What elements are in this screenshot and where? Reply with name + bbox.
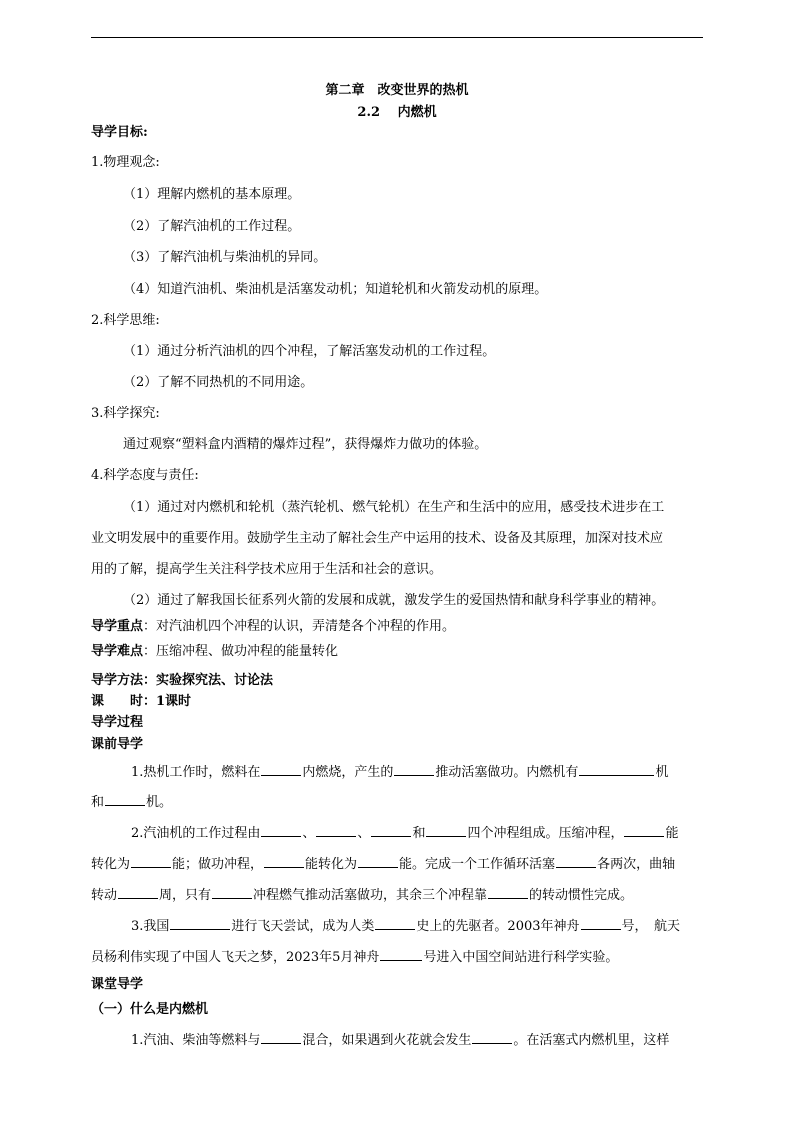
text: 能；做功冲程， xyxy=(172,857,264,872)
pre-q1-line-2 xyxy=(91,793,172,812)
text: 、 xyxy=(302,826,316,841)
text: 、 xyxy=(357,826,371,841)
fill-blank[interactable] xyxy=(556,855,596,868)
difficulty-text: ：压缩冲程、做功冲程的能量转化 xyxy=(143,644,339,659)
fill-blank[interactable] xyxy=(358,855,398,868)
text: 能 xyxy=(665,826,679,841)
fill-blank[interactable] xyxy=(261,763,301,776)
fill-blank[interactable] xyxy=(375,917,415,930)
pre-q2-line-2 xyxy=(91,855,675,874)
text: 各两次，曲轴 xyxy=(597,857,676,872)
goal-3-title: 3.科学探究: xyxy=(91,406,160,421)
text: 3.我国 xyxy=(131,919,170,934)
fill-blank[interactable] xyxy=(131,855,171,868)
key-points-label: 导学重点 xyxy=(91,619,144,634)
text: 进行飞天尝试，成为人类 xyxy=(231,919,375,934)
fill-blank[interactable] xyxy=(426,824,466,837)
text: 机 xyxy=(655,765,669,780)
text: 号， 航天 xyxy=(621,919,681,934)
pre-q2-line-1 xyxy=(131,824,678,843)
fill-blank[interactable] xyxy=(261,824,301,837)
pre-q1-line-1 xyxy=(131,763,668,782)
goal-4-para-2: （2）通过了解我国长征系列火箭的发展和成就，激发学生的爱国热情和献身科学事业的精神。 xyxy=(123,593,665,608)
text: 转化为 xyxy=(91,857,131,872)
process-heading: 导学过程 xyxy=(91,715,144,730)
fill-blank[interactable] xyxy=(170,917,230,930)
goal-1-item: （2）了解汽油机的工作过程。 xyxy=(123,219,301,234)
goal-2-item: （2）了解不同热机的不同用途。 xyxy=(123,375,314,390)
goal-4-para-1: 业文明发展中的重要作用。鼓励学生主动了解社会生产中运用的技术、设备及其原理，加深对技术应 xyxy=(91,531,664,546)
fill-blank[interactable] xyxy=(105,793,145,806)
pre-q3-line-2 xyxy=(91,948,618,967)
goal-4-para-1: （1）通过对内燃机和轮机（蒸汽轮机、燃气轮机）在生产和生活中的应用，感受技术进步在工 xyxy=(123,500,665,515)
text: 转动 xyxy=(91,888,118,903)
pre-class-heading: 课前导学 xyxy=(91,737,144,752)
goal-4-para-1: 用的了解，提高学生关注科学技术应用于生活和社会的意识。 xyxy=(91,562,443,577)
fill-blank[interactable] xyxy=(380,948,422,961)
fill-blank[interactable] xyxy=(316,824,356,837)
text: 1.汽油、柴油等燃料与 xyxy=(131,1033,261,1048)
in-class-heading: 课堂导学 xyxy=(91,977,144,992)
text: 能。完成一个工作循环活塞 xyxy=(399,857,556,872)
text: 的转动惯性完成。 xyxy=(529,888,634,903)
fill-blank[interactable] xyxy=(472,1031,512,1044)
fill-blank[interactable] xyxy=(394,763,434,776)
text: 和 xyxy=(412,826,426,841)
text: 号进入中国空间站进行科学实验。 xyxy=(423,950,619,965)
chapter-title: 第二章 改变世界的热机 xyxy=(325,83,469,98)
text: 史上的先驱者。2003年神舟 xyxy=(416,919,580,934)
pre-q2-line-3 xyxy=(91,886,633,905)
text: 员杨利伟实现了中国人飞天之梦，2023年5月神舟 xyxy=(91,950,380,965)
fill-blank[interactable] xyxy=(261,1031,301,1044)
fill-blank[interactable] xyxy=(118,886,158,899)
goals-heading: 导学目标: xyxy=(91,125,148,140)
text: 2.汽油机的工作过程由 xyxy=(131,826,261,841)
key-points-text: ：对汽油机四个冲程的认识，弄清楚各个冲程的作用。 xyxy=(143,619,456,634)
goal-1-item: （4）知道汽油机、柴油机是活塞发动机；知道轮机和火箭发动机的原理。 xyxy=(123,282,548,297)
goal-1-title: 1.物理观念: xyxy=(91,155,160,170)
text: 1.热机工作时，燃料在 xyxy=(131,765,261,780)
text: 内燃烧，产生的 xyxy=(302,765,394,780)
in-class-q1-line-1 xyxy=(131,1031,669,1050)
goal-1-item: （3）了解汽油机与柴油机的异同。 xyxy=(123,250,327,265)
fill-blank[interactable] xyxy=(579,763,654,776)
fill-blank[interactable] xyxy=(488,886,528,899)
text: 四个冲程组成。压缩冲程， xyxy=(467,826,624,841)
method: 导学方法：实验探究法、讨论法 xyxy=(91,673,274,688)
fill-blank[interactable] xyxy=(371,824,411,837)
pre-q3-line-1 xyxy=(131,917,680,936)
text: 混合，如果遇到火花就会发生 xyxy=(302,1033,472,1048)
text: 。在活塞式内燃机里，这样 xyxy=(513,1033,670,1048)
text: 周，只有 xyxy=(159,888,212,903)
difficulty xyxy=(91,643,338,661)
text: 冲程燃气推动活塞做功，其余三个冲程靠 xyxy=(253,888,488,903)
goal-1-item: （1）理解内燃机的基本原理。 xyxy=(123,187,301,202)
goal-2-item: （1）通过分析汽油机的四个冲程，了解活塞发动机的工作过程。 xyxy=(123,344,496,359)
fill-blank[interactable] xyxy=(212,886,252,899)
goal-3-text: 通过观察“塑料盒内酒精的爆炸过程”，获得爆炸力做功的体验。 xyxy=(123,437,488,452)
goal-4-title: 4.科学态度与责任: xyxy=(91,468,199,483)
text: 推动活塞做功。内燃机有 xyxy=(435,765,579,780)
header-rule xyxy=(91,37,703,38)
in-class-subheading: （一）什么是内燃机 xyxy=(91,1002,209,1017)
goal-2-title: 2.科学思维: xyxy=(91,313,160,328)
fill-blank[interactable] xyxy=(624,824,664,837)
section-title: 2.2 内燃机 xyxy=(357,105,437,120)
fill-blank[interactable] xyxy=(264,855,304,868)
text: 和 xyxy=(91,795,105,810)
period: 课 时：1课时 xyxy=(91,694,192,709)
key-points xyxy=(91,618,455,636)
fill-blank[interactable] xyxy=(581,917,621,930)
text: 机。 xyxy=(146,795,173,810)
text: 能转化为 xyxy=(305,857,358,872)
difficulty-label: 导学难点 xyxy=(91,644,144,659)
